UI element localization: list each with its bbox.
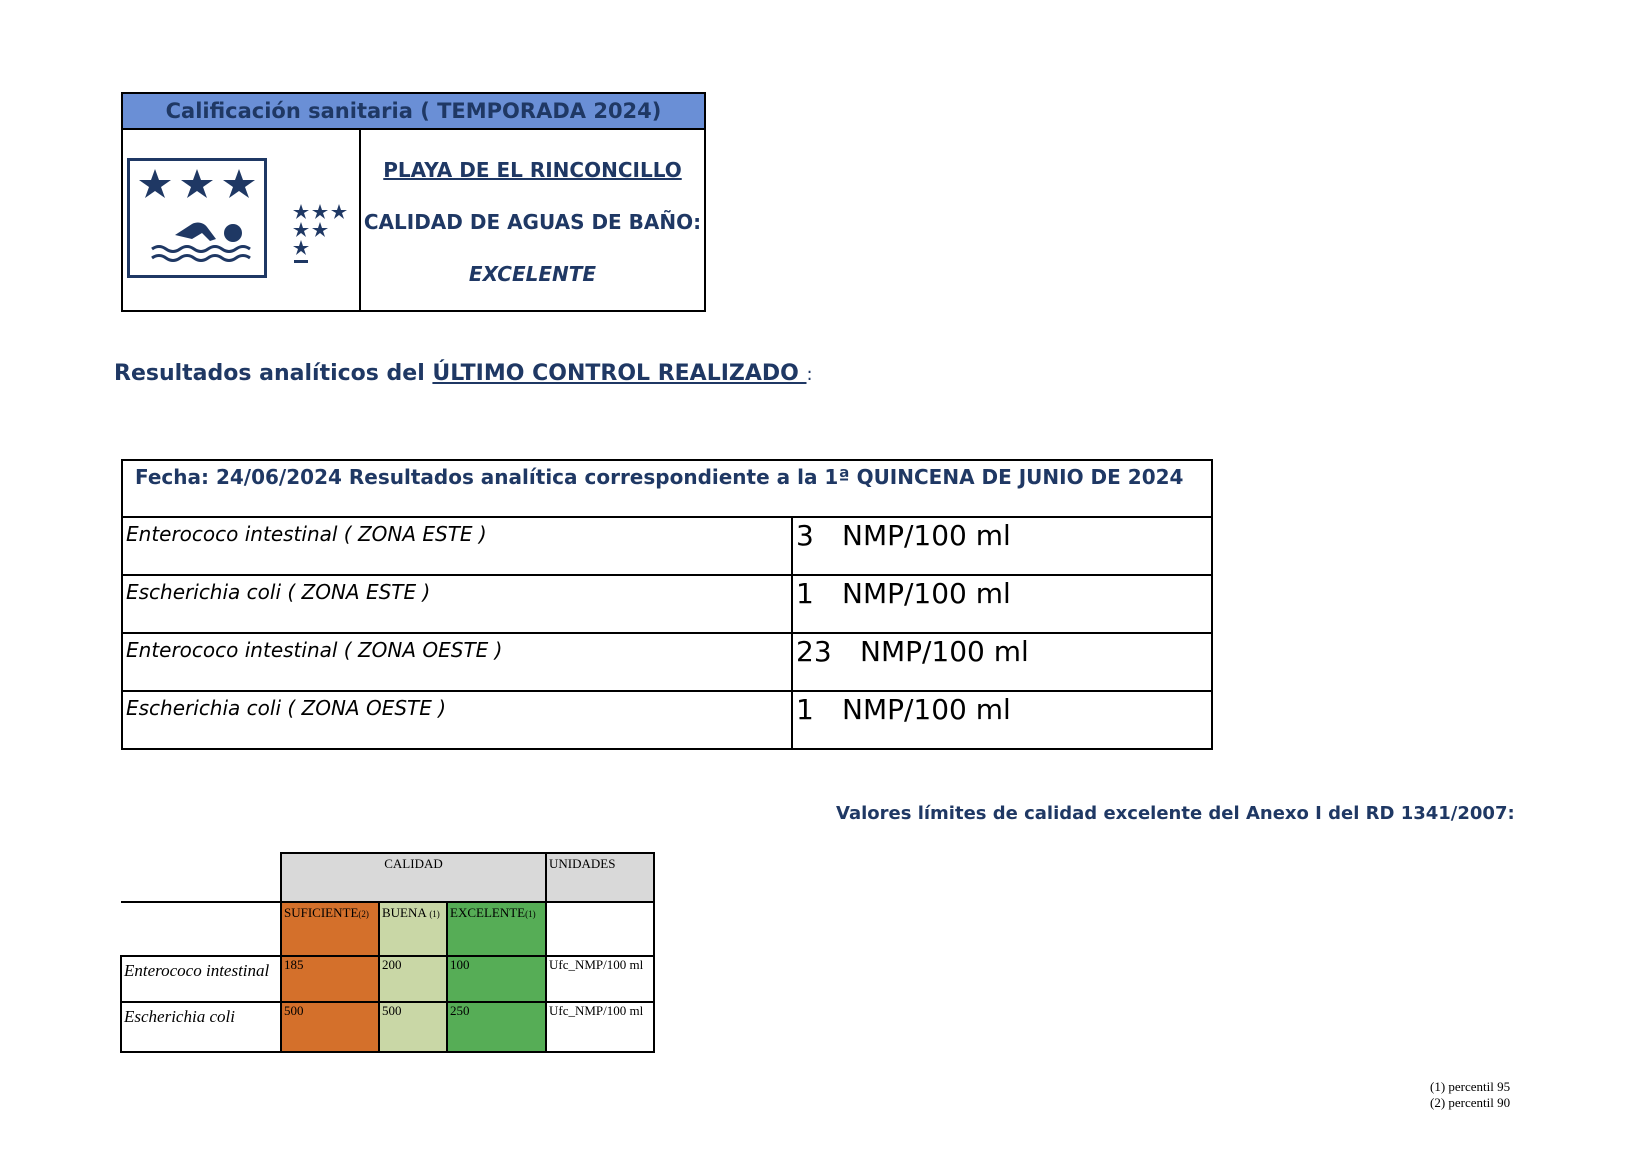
calificacion-details xyxy=(361,128,704,310)
value-number: 1 xyxy=(796,577,814,610)
buena-value: 500 xyxy=(379,1002,447,1052)
results-table-header: Fecha: 24/06/2024 Resultados analítica correspondiente a la 1ª QUINCENA DE JUNIO DE 2024 xyxy=(122,460,1212,517)
table-row xyxy=(122,633,1212,691)
buena-label: BUENA xyxy=(382,905,430,920)
value-number: 3 xyxy=(796,519,814,552)
value-unit: NMP/100 ml xyxy=(842,693,1011,726)
results-heading-colon: : xyxy=(806,364,813,385)
results-heading xyxy=(114,361,813,386)
value-number: 1 xyxy=(796,693,814,726)
value-cell xyxy=(792,633,1212,691)
limits-table xyxy=(120,852,655,1053)
excelente-note: (1) xyxy=(525,909,536,919)
excelente-value: 250 xyxy=(447,1002,546,1052)
calificacion-header: Calificación sanitaria ( TEMPORADA 2024) xyxy=(123,94,704,130)
suficiente-value: 500 xyxy=(281,1002,379,1052)
results-heading-prefix: Resultados analíticos del xyxy=(114,361,433,386)
quality-value: EXCELENTE xyxy=(468,262,597,286)
buena-value: 200 xyxy=(379,956,447,1002)
empty-cell xyxy=(121,902,281,956)
value-cell xyxy=(792,575,1212,633)
quality-label: CALIDAD DE AGUAS DE BAÑO: xyxy=(363,210,702,234)
suficiente-label: SUFICIENTE xyxy=(284,905,359,920)
excelente-header xyxy=(447,902,546,956)
table-row xyxy=(121,956,654,1002)
three-stars-swimmer-icon xyxy=(127,158,267,278)
unit-value: Ufc_NMP/100 ml xyxy=(546,956,654,1002)
param-cell: Escherichia coli ( ZONA OESTE ) xyxy=(122,691,792,749)
footnotes xyxy=(1430,1079,1510,1111)
table-row xyxy=(122,691,1212,749)
value-cell xyxy=(792,517,1212,575)
limits-heading: Valores límites de calidad excelente del Anexo I del RD 1341/2007: xyxy=(836,803,1515,824)
limits-param: Escherichia coli xyxy=(121,1002,281,1052)
table-row xyxy=(122,575,1212,633)
excelente-label: EXCELENTE xyxy=(450,905,526,920)
value-unit: NMP/100 ml xyxy=(842,519,1011,552)
calificacion-box xyxy=(121,92,706,312)
table-row xyxy=(121,1002,654,1052)
suficiente-value: 185 xyxy=(281,956,379,1002)
suficiente-note: (2) xyxy=(358,909,369,919)
table-row xyxy=(122,517,1212,575)
suficiente-header xyxy=(281,902,379,956)
buena-note: (1) xyxy=(429,909,440,919)
unit-value: Ufc_NMP/100 ml xyxy=(546,1002,654,1052)
value-cell xyxy=(792,691,1212,749)
calidad-header: CALIDAD xyxy=(281,853,546,902)
buena-header xyxy=(379,902,447,956)
unidades-header: UNIDADES xyxy=(546,853,654,902)
footnote: (2) percentil 90 xyxy=(1430,1095,1511,1110)
param-cell: Enterococo intestinal ( ZONA ESTE ) xyxy=(122,517,792,575)
results-heading-underlined: ÚLTIMO CONTROL REALIZADO xyxy=(432,361,807,386)
value-unit: NMP/100 ml xyxy=(860,635,1029,668)
excelente-value: 100 xyxy=(447,956,546,1002)
value-unit: NMP/100 ml xyxy=(842,577,1011,610)
empty-corner xyxy=(121,853,281,902)
results-table xyxy=(121,459,1213,750)
limits-param: Enterococo intestinal xyxy=(121,956,281,1002)
unidades-empty xyxy=(546,902,654,956)
param-cell: Enterococo intestinal ( ZONA OESTE ) xyxy=(122,633,792,691)
comunidad-madrid-stars-icon xyxy=(293,204,353,284)
value-number: 23 xyxy=(796,635,832,668)
beach-name: PLAYA DE EL RINCONCILLO xyxy=(383,158,682,182)
param-cell: Escherichia coli ( ZONA ESTE ) xyxy=(122,575,792,633)
footnote: (1) percentil 95 xyxy=(1430,1079,1511,1094)
